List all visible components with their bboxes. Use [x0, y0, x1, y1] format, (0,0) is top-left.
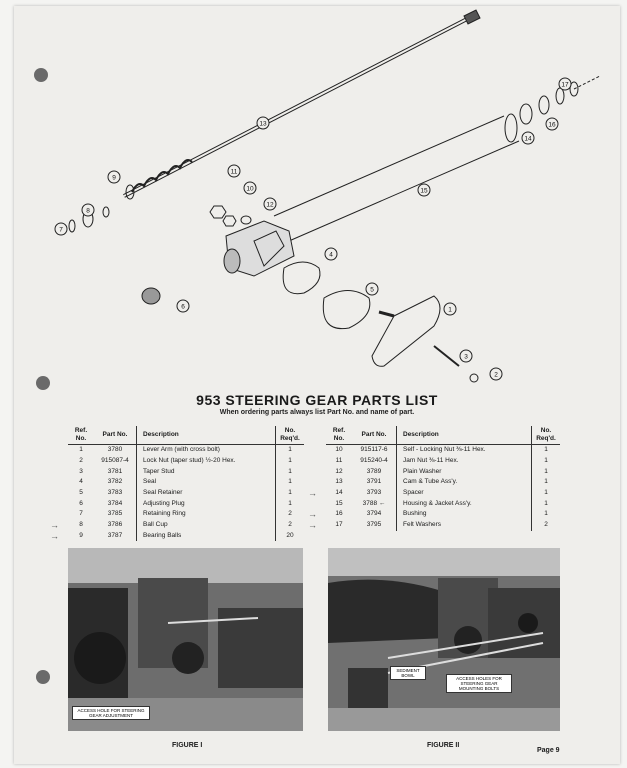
- part-number-cell: [352, 466, 397, 477]
- part-number-cell: [94, 520, 137, 531]
- description-cell-text: Felt Washers: [403, 521, 442, 529]
- quantity-cell-text: 1: [544, 510, 548, 518]
- header-req: No. Req'd.: [532, 426, 561, 445]
- description-cell: [137, 520, 276, 531]
- table-row: [326, 488, 560, 499]
- callout-7: [55, 223, 67, 235]
- description-cell: [137, 445, 276, 456]
- table-row: [326, 509, 560, 520]
- header-ref: Ref. No.: [68, 426, 94, 445]
- description-cell: [137, 466, 276, 477]
- handwritten-arrow: →: [308, 519, 317, 530]
- description-cell-text: Plain Washer: [403, 467, 442, 475]
- quantity-cell-text: 20: [286, 531, 294, 539]
- handwritten-arrow: →: [308, 509, 317, 520]
- quantity-cell-text: 1: [288, 478, 292, 486]
- quantity-cell-text: 1: [288, 489, 292, 497]
- ref-cell-text: 6: [79, 499, 83, 507]
- part-number-cell-text: 915117-6: [360, 446, 388, 454]
- quantity-cell-text: 1: [544, 457, 548, 465]
- description-cell-text: Spacer: [403, 489, 424, 497]
- ref-cell-text: 17: [335, 521, 343, 529]
- description-cell: [397, 445, 532, 456]
- ref-cell-text: 11: [335, 457, 343, 465]
- part-number-cell-text: 3788 ←: [362, 499, 386, 507]
- svg-text:11: 11: [230, 168, 238, 176]
- parts-table-left: [50, 426, 304, 541]
- quantity-cell-text: 1: [288, 467, 292, 475]
- callout-14: [522, 132, 534, 144]
- figure-2-caption: ACCESS HOLES FOR STEERING GEAR MOUNTING BOLTS: [446, 674, 512, 693]
- description-cell: [137, 477, 276, 488]
- part-number-cell-text: 3781: [107, 467, 123, 475]
- ref-cell-text: 7: [79, 510, 83, 518]
- ref-cell: [68, 498, 94, 509]
- header-description: Description: [397, 426, 532, 445]
- description-cell-text: Seal Retainer: [143, 489, 183, 497]
- ref-cell-text: 13: [335, 478, 343, 486]
- callout-2: [490, 368, 502, 380]
- ref-cell-text: 10: [335, 446, 343, 454]
- callout-8: [82, 204, 94, 216]
- description-cell: [397, 477, 532, 488]
- table-row: [326, 477, 560, 488]
- description-cell: [137, 509, 276, 520]
- quantity-cell: [532, 520, 561, 531]
- part-number-cell-text: 3782: [107, 478, 123, 486]
- description-cell-text: Bushing: [403, 510, 427, 518]
- description-cell-text: Bearing Balls: [143, 531, 182, 539]
- quantity-cell: [276, 488, 305, 499]
- figure-2-label: FIGURE II: [427, 742, 460, 749]
- part-number-cell: [352, 498, 397, 509]
- figure-2-photo: [328, 548, 560, 731]
- svg-text:9: 9: [112, 174, 116, 182]
- quantity-cell-text: 1: [288, 457, 292, 465]
- svg-text:1: 1: [448, 306, 452, 314]
- part-number-cell: [94, 477, 137, 488]
- description-cell-text: Lock Nut (taper stud) ½-20 Hex.: [143, 457, 236, 465]
- callout-16: [546, 118, 558, 130]
- part-number-cell: [94, 445, 137, 456]
- ref-cell: [50, 519, 94, 531]
- part-number-cell-text: 3786: [107, 521, 123, 529]
- header-req: No. Req'd.: [276, 426, 305, 445]
- quantity-cell: [532, 445, 561, 456]
- callout-1: [444, 303, 456, 315]
- table-row: [68, 456, 304, 467]
- callout-9: [108, 171, 120, 183]
- ref-cell-text: 8: [79, 521, 83, 529]
- callout-13: [257, 117, 269, 129]
- binder-hole-bottom: [36, 670, 50, 684]
- table-row: [68, 520, 304, 531]
- part-number-cell: [352, 445, 397, 456]
- ref-cell: [308, 487, 352, 499]
- figure-1-label: FIGURE I: [172, 742, 203, 749]
- ref-cell-text: 15: [335, 499, 343, 507]
- table-row: [326, 498, 560, 509]
- description-cell-text: Lever Arm (with cross bolt): [143, 446, 220, 454]
- svg-text:10: 10: [246, 185, 254, 193]
- ref-cell-text: 2: [79, 457, 83, 465]
- quantity-cell-text: 1: [544, 499, 548, 507]
- ref-cell-text: 3: [79, 467, 83, 475]
- ref-cell: [308, 519, 352, 531]
- ref-cell-text: 5: [79, 489, 83, 497]
- part-number-cell-text: 3793: [366, 489, 382, 497]
- part-number-cell-text: 3785: [107, 510, 123, 518]
- part-number-cell-text: 3791: [366, 478, 382, 486]
- description-cell-text: Taper Stud: [143, 467, 175, 475]
- svg-text:8: 8: [86, 207, 90, 215]
- handwritten-arrow: →: [50, 519, 59, 530]
- table-row: [68, 445, 304, 456]
- description-cell: [397, 466, 532, 477]
- quantity-cell: [276, 456, 305, 467]
- figure-2-image: [328, 548, 560, 731]
- quantity-cell: [276, 445, 305, 456]
- description-cell-text: Seal: [143, 478, 157, 486]
- quantity-cell-text: 2: [544, 521, 548, 529]
- description-cell-text: Cam & Tube Ass'y.: [403, 478, 458, 486]
- part-number-cell: [94, 488, 137, 499]
- svg-text:14: 14: [524, 135, 532, 143]
- quantity-cell: [532, 498, 561, 509]
- ref-cell-text: 9: [79, 531, 83, 539]
- description-cell: [397, 520, 532, 531]
- table-row: [326, 445, 560, 456]
- quantity-cell: [276, 509, 305, 520]
- svg-text:15: 15: [420, 187, 428, 195]
- callout-11: [228, 165, 240, 177]
- part-number-cell: [352, 488, 397, 499]
- description-cell-text: Ball Cup: [143, 521, 168, 529]
- ref-cell: [326, 456, 352, 467]
- description-cell-text: Retaining Ring: [143, 510, 186, 518]
- quantity-cell-text: 1: [544, 446, 548, 454]
- quantity-cell: [532, 466, 561, 477]
- svg-text:2: 2: [494, 371, 498, 379]
- ref-cell: [68, 445, 94, 456]
- callout-17: [559, 78, 571, 90]
- table-row: [326, 520, 560, 531]
- figure-1-photo: [68, 548, 303, 731]
- table-row: [326, 456, 560, 467]
- part-number-cell-text: 915087-4: [101, 457, 129, 465]
- quantity-cell-text: 1: [544, 489, 548, 497]
- svg-text:7: 7: [59, 226, 63, 234]
- part-number-cell: [94, 466, 137, 477]
- part-number-cell: [94, 509, 137, 520]
- parts-table-right: [308, 426, 560, 531]
- ref-cell: [326, 445, 352, 456]
- ref-cell-text: 14: [335, 489, 343, 497]
- svg-text:13: 13: [259, 120, 267, 128]
- part-number-cell-text: 3783: [107, 489, 123, 497]
- table-row: [68, 498, 304, 509]
- header-part: Part No.: [352, 426, 397, 445]
- ref-cell: [68, 488, 94, 499]
- ref-cell: [68, 477, 94, 488]
- table-row: [68, 531, 304, 542]
- exploded-parts-diagram: [14, 6, 620, 391]
- callout-10: [244, 182, 256, 194]
- ref-cell-text: 12: [335, 467, 343, 475]
- part-number-cell: [352, 509, 397, 520]
- quantity-cell-text: 2: [288, 510, 292, 518]
- table-row: [68, 466, 304, 477]
- part-number-cell: [352, 520, 397, 531]
- quantity-cell-text: 2: [288, 521, 292, 529]
- description-cell: [137, 498, 276, 509]
- sediment-bowl-caption: SEDIMENT BOWL: [390, 666, 426, 680]
- description-cell-text: Self - Locking Nut ⅜-11 Hex.: [403, 446, 486, 454]
- description-cell: [137, 456, 276, 467]
- quantity-cell: [276, 466, 305, 477]
- quantity-cell: [532, 509, 561, 520]
- handwritten-arrow: →: [50, 530, 59, 541]
- header-description: Description: [137, 426, 276, 445]
- parts-list-title: 953 STEERING GEAR PARTS LIST: [196, 392, 438, 408]
- callout-3: [460, 350, 472, 362]
- ref-cell: [326, 466, 352, 477]
- callout-5: [366, 283, 378, 295]
- part-number-cell-text: 3780: [107, 446, 123, 454]
- description-cell: [397, 498, 532, 509]
- svg-text:5: 5: [370, 286, 374, 294]
- quantity-cell-text: 1: [288, 446, 292, 454]
- svg-text:4: 4: [329, 251, 333, 259]
- table-row: [68, 477, 304, 488]
- description-cell: [397, 456, 532, 467]
- description-cell-text: Housing & Jacket Ass'y.: [403, 499, 472, 507]
- part-number-cell-text: 3787: [107, 531, 123, 539]
- quantity-cell: [532, 456, 561, 467]
- quantity-cell: [532, 488, 561, 499]
- header-part: Part No.: [94, 426, 137, 445]
- description-cell: [397, 509, 532, 520]
- part-number-cell-text: 3789: [366, 467, 382, 475]
- table-row: [68, 509, 304, 520]
- quantity-cell-text: 1: [288, 499, 292, 507]
- header-ref: Ref. No.: [326, 426, 352, 445]
- description-cell: [397, 488, 532, 499]
- ref-cell: [326, 498, 352, 509]
- ref-cell-text: 1: [79, 446, 83, 454]
- svg-text:17: 17: [561, 81, 569, 89]
- part-number-cell: [94, 456, 137, 467]
- callout-15: [418, 184, 430, 196]
- ref-cell: [68, 466, 94, 477]
- part-number-cell: [94, 531, 137, 542]
- ref-cell: [68, 456, 94, 467]
- page-number: Page 9: [537, 747, 560, 754]
- svg-text:16: 16: [548, 121, 556, 129]
- description-cell-text: Adjusting Plug: [143, 499, 185, 507]
- callout-12: [264, 198, 276, 210]
- description-cell: [137, 488, 276, 499]
- table-row: [68, 488, 304, 499]
- quantity-cell: [276, 498, 305, 509]
- callout-4: [325, 248, 337, 260]
- part-number-cell-text: 915240-4: [360, 457, 388, 465]
- ref-cell: [68, 509, 94, 520]
- description-cell-text: Jam Nut ⅜-11 Hex.: [403, 457, 459, 465]
- ordering-instruction: When ordering parts always list Part No. and name of part.: [219, 409, 415, 416]
- manual-page: [14, 6, 620, 764]
- part-number-cell-text: 3794: [366, 510, 382, 518]
- svg-text:12: 12: [266, 201, 274, 209]
- quantity-cell: [276, 531, 305, 542]
- part-number-cell: [352, 456, 397, 467]
- part-number-cell-text: 3784: [107, 499, 123, 507]
- svg-text:6: 6: [181, 303, 185, 311]
- part-number-cell-text: 3795: [366, 521, 382, 529]
- quantity-cell: [276, 520, 305, 531]
- quantity-cell: [276, 477, 305, 488]
- ref-cell-text: 16: [335, 510, 343, 518]
- quantity-cell-text: 1: [544, 467, 548, 475]
- ref-cell: [308, 509, 352, 520]
- part-number-cell: [352, 477, 397, 488]
- figure-1-caption: ACCESS HOLE FOR STEERING GEAR ADJUSTMENT: [72, 706, 150, 720]
- figure-1-image: [68, 548, 303, 731]
- ref-cell: [50, 530, 94, 542]
- quantity-cell: [532, 477, 561, 488]
- handwritten-arrow: →: [308, 487, 317, 498]
- ref-cell-text: 4: [79, 478, 83, 486]
- ref-cell: [326, 477, 352, 488]
- table-row: [326, 466, 560, 477]
- part-number-cell: [94, 498, 137, 509]
- description-cell: [137, 531, 276, 542]
- quantity-cell-text: 1: [544, 478, 548, 486]
- svg-text:3: 3: [464, 353, 468, 361]
- callout-6: [177, 300, 189, 312]
